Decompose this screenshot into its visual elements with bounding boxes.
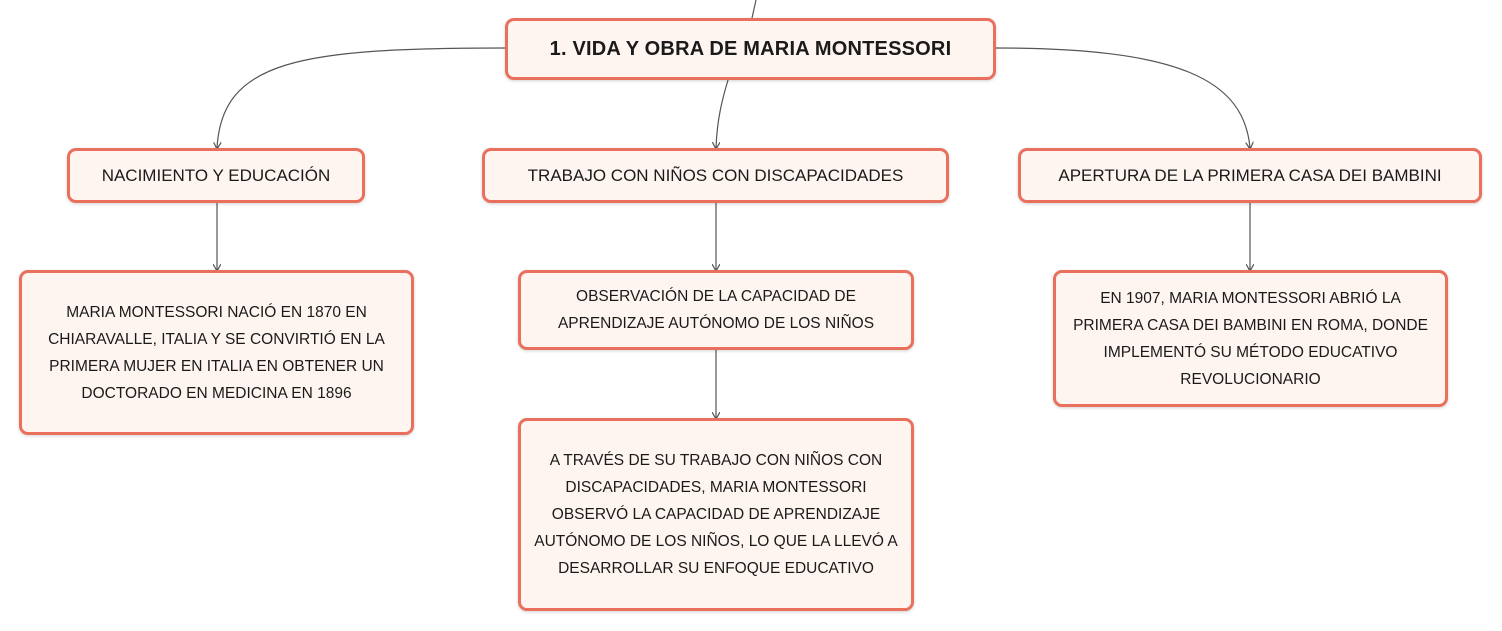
- branch-topic-label: TRABAJO CON NIÑOS CON DISCAPACIDADES: [527, 165, 904, 185]
- connector-root-to-branch-3: [996, 48, 1250, 148]
- branch-topic-birth-education[interactable]: [67, 148, 365, 203]
- subtopic-text: EN 1907, MARIA MONTESSORI ABRIÓ LA PRIMERA CASA DEI BAMBINI EN ROMA, DONDE IMPLEMENTÓ SU MÉTODO EDUCATIVO REVOLUCIONARIO: [1073, 289, 1428, 388]
- branch-topic-disabilities-work[interactable]: [482, 148, 949, 203]
- root-topic-label: 1. VIDA Y OBRA DE MARIA MONTESSORI: [549, 37, 952, 60]
- connector-root-to-branch-1: [217, 48, 506, 148]
- branch-topic-label: NACIMIENTO Y EDUCACIÓN: [101, 165, 331, 185]
- subtopic-casa-dei-bambini-details[interactable]: [1053, 270, 1448, 407]
- connector-root-to-branch-2: [716, 80, 728, 148]
- root-topic[interactable]: [505, 18, 996, 80]
- branch-topic-label: APERTURA DE LA PRIMERA CASA DEI BAMBINI: [1058, 165, 1442, 185]
- branch-topic-casa-dei-bambini[interactable]: [1018, 148, 1482, 203]
- subtopic-text: OBSERVACIÓN DE LA CAPACIDAD DE APRENDIZAJE AUTÓNOMO DE LOS NIÑOS: [557, 288, 875, 332]
- connector-parent-to-root: [752, 0, 756, 18]
- subtopic-birth-details[interactable]: [19, 270, 414, 435]
- subtopic-autonomous-learning[interactable]: [518, 270, 914, 350]
- subtopic-educational-approach[interactable]: [518, 418, 914, 611]
- subtopic-text: A TRAVÉS DE SU TRABAJO CON NIÑOS CON DISCAPACIDADES, MARIA MONTESSORI OBSERVÓ LA CAPACIDAD DE APRENDIZAJE AUTÓNOMO DE LOS NIÑOS, LO QUE LA LLEVÓ A DESARROLLAR SU ENFOQUE EDUCATIVO: [534, 452, 898, 577]
- subtopic-text: MARIA MONTESSORI NACIÓ EN 1870 EN CHIARAVALLE, ITALIA Y SE CONVIRTIÓ EN LA PRIMERA MUJER EN ITALIA EN OBTENER UN DOCTORADO EN MEDICINA EN 1896: [48, 303, 385, 402]
